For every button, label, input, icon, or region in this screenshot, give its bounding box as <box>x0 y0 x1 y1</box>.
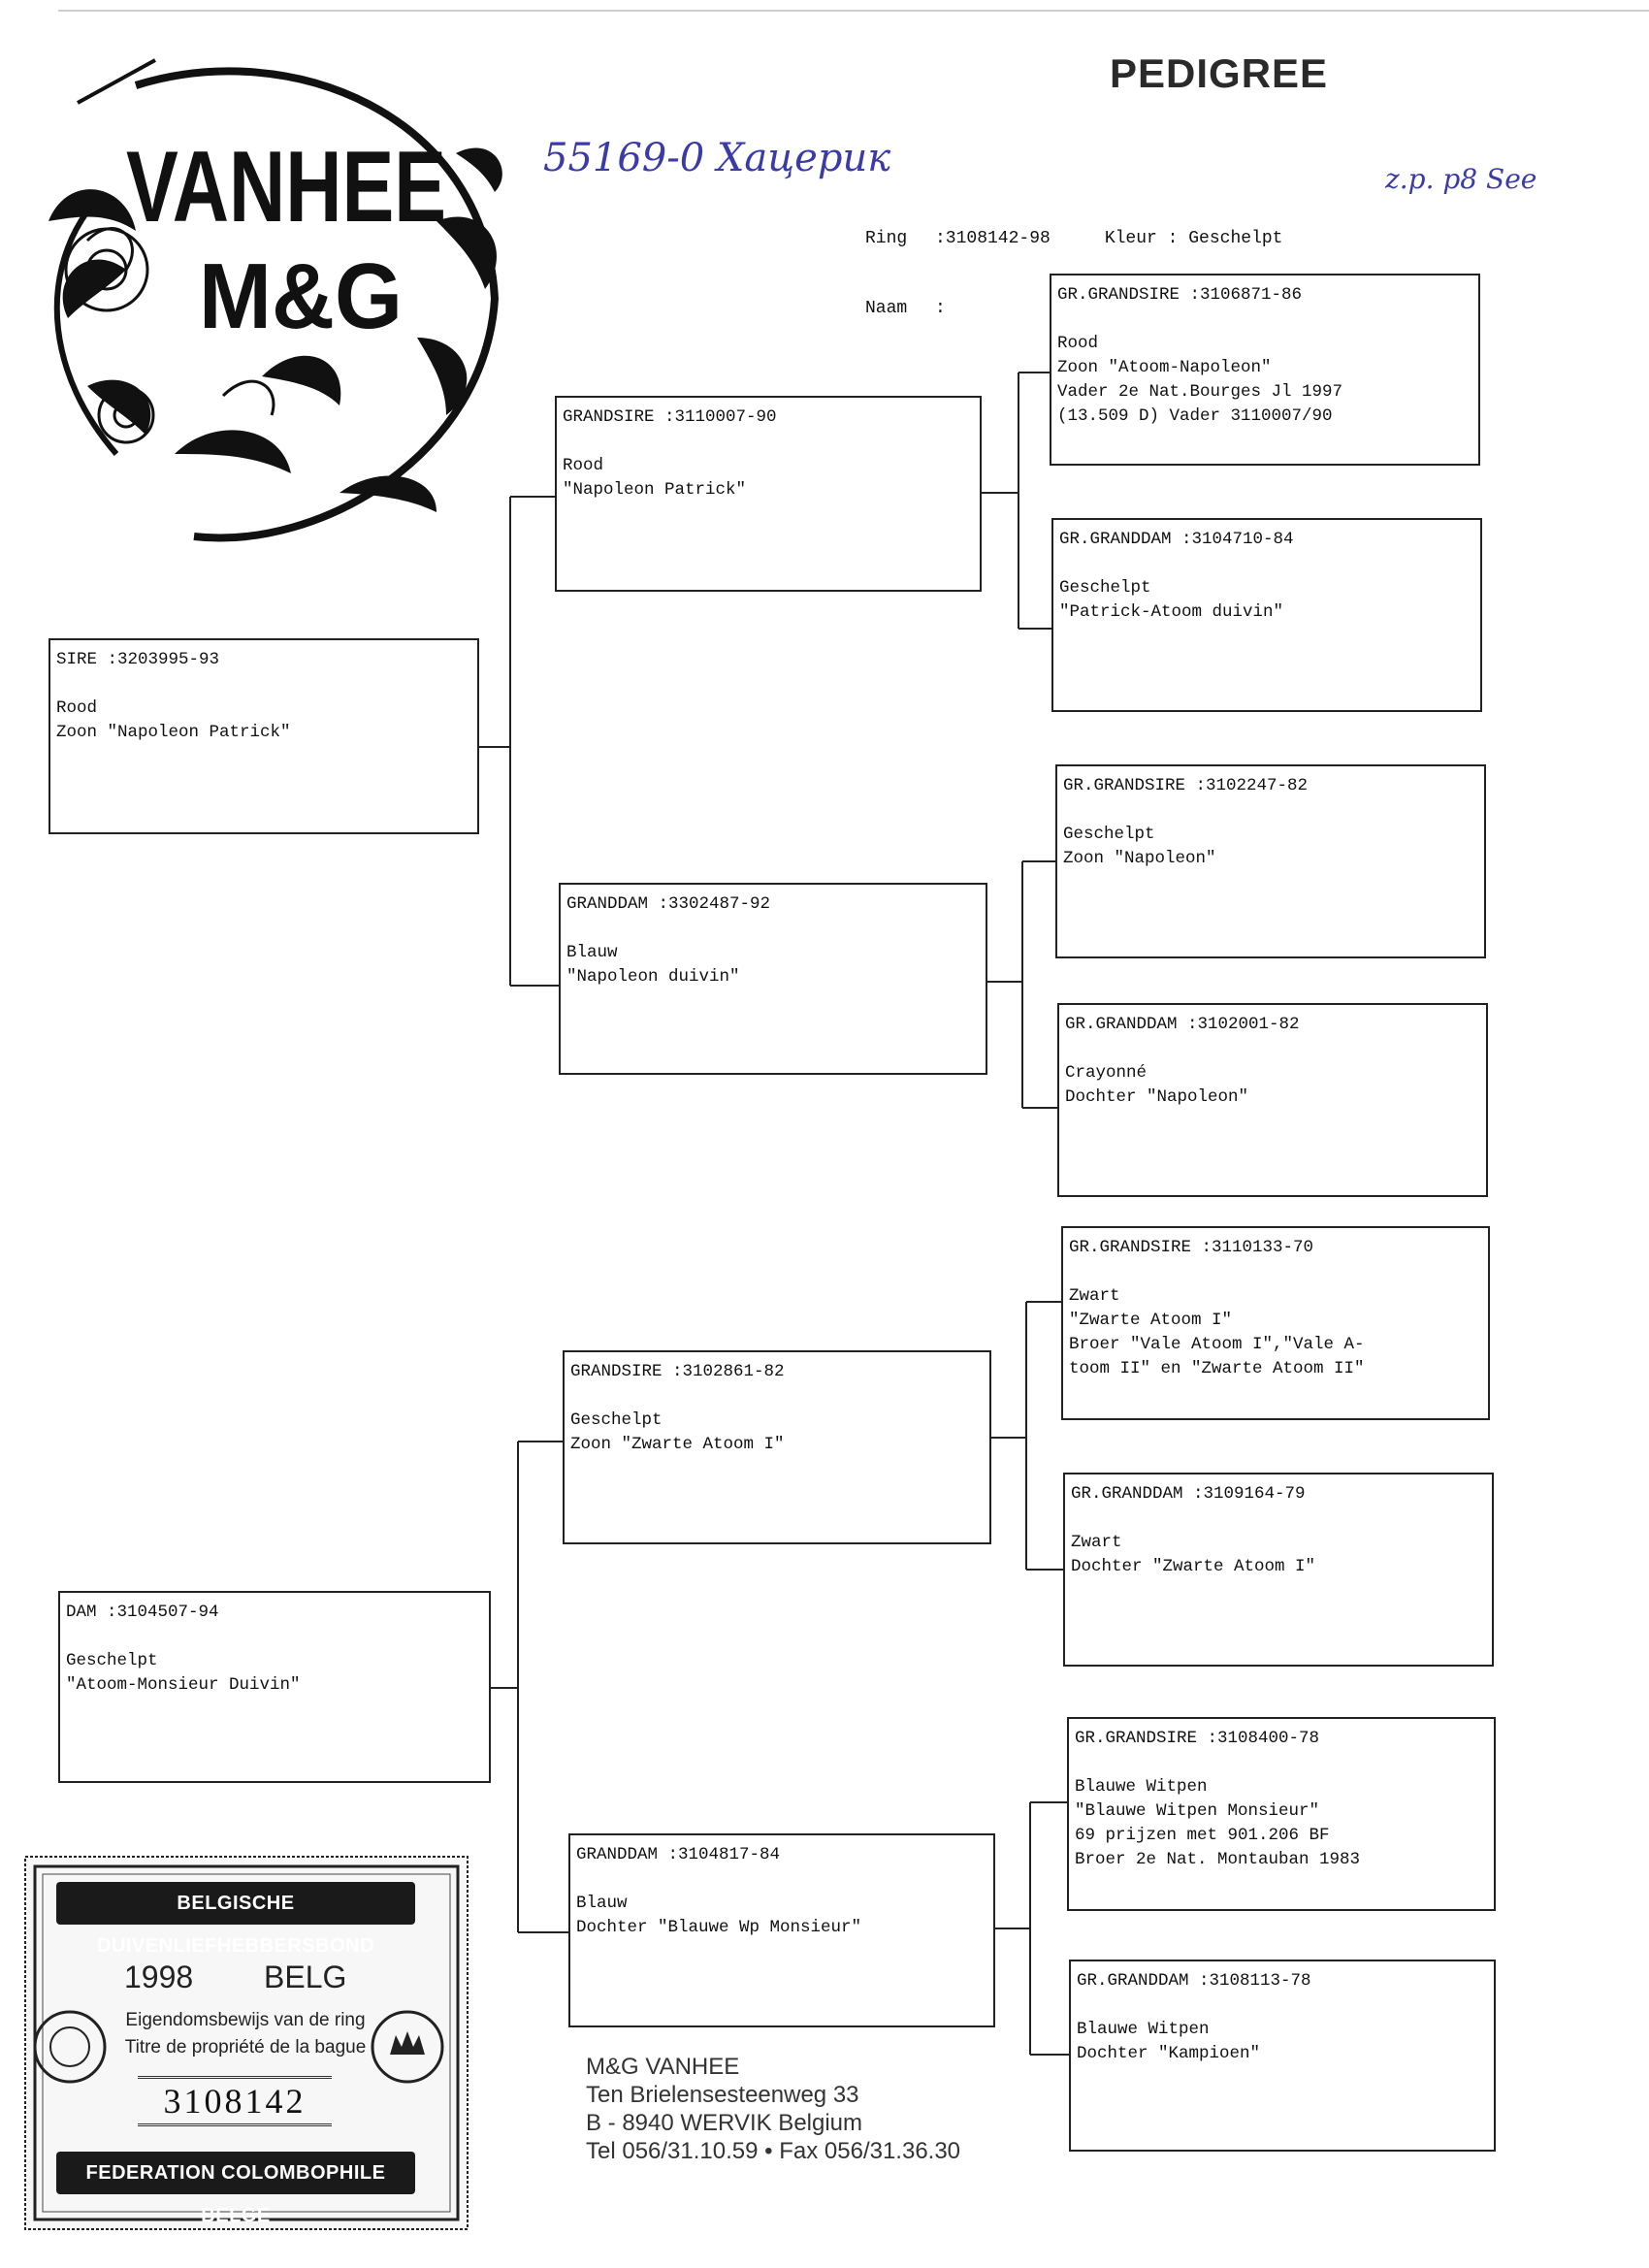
sire-grandsire-box <box>555 396 982 592</box>
gg7-line: 69 prijzen met 901.206 BF <box>1075 1826 1330 1845</box>
gg8-line: Dochter "Kampioen" <box>1077 2044 1261 2063</box>
gg5-line: "Zwarte Atoom I" <box>1069 1311 1233 1330</box>
dam-grandsire-line: Geschelpt <box>570 1410 663 1430</box>
gg7-line: Blauwe Witpen <box>1075 1777 1208 1797</box>
gg3-line: Geschelpt <box>1063 825 1155 844</box>
dam-grandsire-header: GRANDSIRE :3102861-82 <box>570 1362 785 1381</box>
gg1-header: GR.GRANDSIRE :3106871-86 <box>1057 285 1303 305</box>
gg3-line: Zoon "Napoleon" <box>1063 849 1216 868</box>
dam-grandsire-line: Zoon "Zwarte Atoom I" <box>570 1435 785 1454</box>
gg2-line: Geschelpt <box>1059 578 1151 598</box>
gg5-box <box>1061 1226 1490 1420</box>
gg8-line: Blauwe Witpen <box>1077 2020 1210 2039</box>
gg5-header: GR.GRANDSIRE :3110133-70 <box>1069 1238 1314 1257</box>
sire-grandsire-line: Rood <box>563 456 604 475</box>
gg6-header: GR.GRANDDAM :3109164-79 <box>1071 1484 1306 1504</box>
gg6-box <box>1063 1473 1494 1667</box>
dam-header: DAM :3104507-94 <box>66 1603 219 1622</box>
stamp-ring-number: 3108142 <box>138 2076 332 2126</box>
gg4-line: Crayonné <box>1065 1063 1148 1083</box>
gg3-box <box>1055 764 1486 958</box>
sire-granddam-line: "Napoleon duivin" <box>566 967 740 987</box>
page-title: PEDIGREE <box>1110 50 1329 96</box>
name-label: Naam <box>865 299 908 318</box>
color-value: : Geschelpt <box>1167 229 1283 248</box>
sire-granddam-header: GRANDDAM :3302487-92 <box>566 894 771 914</box>
logo-text-vanhee: VANHEE <box>126 131 446 243</box>
gg8-header: GR.GRANDDAM :3108113-78 <box>1077 1971 1311 1991</box>
ring-value: :3108142-98 <box>935 229 1051 248</box>
gg7-line: Broer 2e Nat. Montauban 1983 <box>1075 1850 1361 1869</box>
sire-granddam-line: Blauw <box>566 943 618 962</box>
dam-granddam-box <box>568 1833 995 2027</box>
gg1-line: Rood <box>1057 334 1099 353</box>
address-contact: Tel 056/31.10.59 • Fax 056/31.36.30 <box>586 2138 961 2164</box>
stamp-line-nl: Eigendomsbewijs van de ring <box>125 2010 366 2030</box>
gg4-line: Dochter "Napoleon" <box>1065 1087 1249 1107</box>
stamp-country: BELG <box>264 1960 347 1994</box>
handwritten-note-left: 55169-0 Хацерик <box>543 136 891 180</box>
sire-granddam-box <box>559 883 987 1075</box>
handwritten-note-right: z.p. p8 See <box>1385 163 1537 195</box>
sire-box <box>48 638 479 834</box>
gg4-header: GR.GRANDDAM :3102001-82 <box>1065 1015 1300 1034</box>
gg3-header: GR.GRANDSIRE :3102247-82 <box>1063 776 1309 795</box>
sire-line: Rood <box>56 698 98 718</box>
address-name: M&G VANHEE <box>586 2054 740 2080</box>
stamp-bottom-banner: FEDERATION COLOMBOPHILE BELGE <box>56 2152 415 2194</box>
stamp-top-banner: BELGISCHE DUIVENLIEFHEBBERSBOND <box>56 1882 415 1925</box>
name-value: : <box>935 299 946 318</box>
sire-grandsire-line: "Napoleon Patrick" <box>563 480 747 500</box>
gg1-line: Zoon "Atoom-Napoleon" <box>1057 358 1272 377</box>
gg5-line: toom II" en "Zwarte Atoom II" <box>1069 1359 1365 1378</box>
gg5-line: Zwart <box>1069 1286 1120 1306</box>
color-label: Kleur <box>1104 229 1157 248</box>
gg4-box <box>1057 1003 1488 1197</box>
gg1-line: (13.509 D) Vader 3110007/90 <box>1057 406 1333 426</box>
gg2-line: "Patrick-Atoom duivin" <box>1059 602 1284 622</box>
gg7-line: "Blauwe Witpen Monsieur" <box>1075 1801 1320 1821</box>
gg8-box <box>1069 1960 1496 2152</box>
dam-box <box>58 1591 491 1783</box>
stamp-line-fr: Titre de propriété de la bague <box>124 2037 367 2057</box>
stamp-year: 1998 <box>124 1960 194 1994</box>
breeder-address <box>586 2053 960 2165</box>
logo-text-mg: M&G <box>199 244 403 348</box>
gg5-line: Broer "Vale Atoom I","Vale A- <box>1069 1335 1365 1354</box>
sire-header: SIRE :3203995-93 <box>56 650 220 669</box>
gg2-header: GR.GRANDDAM :3104710-84 <box>1059 530 1294 549</box>
gg1-line: Vader 2e Nat.Bourges Jl 1997 <box>1057 382 1343 402</box>
address-street: Ten Brielensesteenweg 33 <box>586 2082 859 2108</box>
gg2-box <box>1051 518 1482 712</box>
gg6-line: Dochter "Zwarte Atoom I" <box>1071 1557 1316 1576</box>
dam-grandsire-box <box>563 1350 991 1544</box>
gg7-header: GR.GRANDSIRE :3108400-78 <box>1075 1729 1320 1748</box>
ring-label: Ring <box>865 229 908 248</box>
ownership-stamp <box>21 1853 471 2233</box>
dam-granddam-line: Dochter "Blauwe Wp Monsieur" <box>576 1918 862 1937</box>
dam-line: Geschelpt <box>66 1651 158 1670</box>
gg7-box <box>1067 1717 1496 1911</box>
sire-grandsire-header: GRANDSIRE :3110007-90 <box>563 407 777 427</box>
gg6-line: Zwart <box>1071 1533 1122 1552</box>
address-city: B - 8940 WERVIK Belgium <box>586 2110 863 2136</box>
dam-granddam-line: Blauw <box>576 1894 628 1913</box>
dam-line: "Atoom-Monsieur Duivin" <box>66 1675 301 1695</box>
gg1-box <box>1050 274 1480 466</box>
sire-line: Zoon "Napoleon Patrick" <box>56 723 291 742</box>
dam-granddam-header: GRANDDAM :3104817-84 <box>576 1845 781 1864</box>
